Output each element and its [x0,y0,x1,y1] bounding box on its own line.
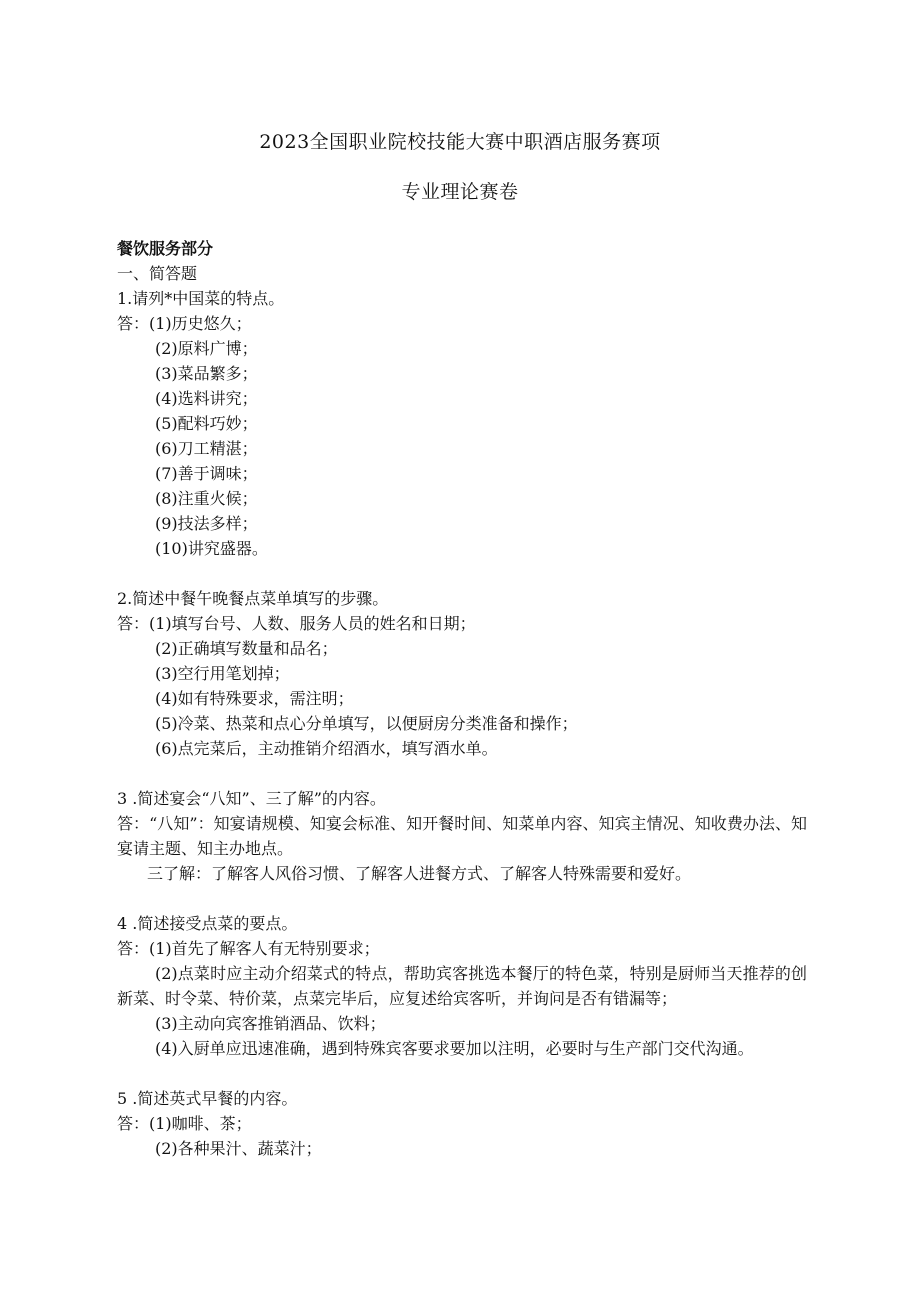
answer-4-item: (3)主动向宾客推销酒品、饮料； [155,1014,386,1033]
answer-3-paragraph: 答：“八知”：知宴请规模、知宴会标准、知开餐时间、知菜单内容、知宾主情况、知收费办法、知宴请主题、知主办地点。 [117,814,807,858]
document-subtitle: 专业理论赛卷 [401,181,519,203]
part-heading: 一、简答题 [117,264,198,283]
question-3: 3 .简述宴会“八知”、三了解”的内容。 [117,789,386,808]
answer-3-item: 三了解：了解客人风俗习惯、了解客人进餐方式、了解客人特殊需要和爱好。 [147,864,692,883]
spacer [117,561,807,586]
spacer [117,1061,807,1086]
answer-2-item: (3)空行用笔划掉； [155,664,290,683]
question-5: 5 .简述英式早餐的内容。 [117,1089,298,1108]
spacer [117,761,807,786]
question-4: 4 .简述接受点菜的要点。 [117,914,298,933]
answer-4-line-1: 答：(1)首先了解客人有无特别要求； [117,939,380,958]
answer-2-line-1: 答：(1)填写台号、人数、服务人员的姓名和日期； [117,614,476,633]
spacer [117,886,807,911]
answer-1-item: (10)讲究盛器。 [155,539,268,558]
answer-4-item: (2)点菜时应主动介绍菜式的特点，帮助宾客挑选本餐厅的特色菜，特别是厨师当天推荐的创新菜、时令菜、特价菜，点菜完毕后，应复述给宾客听，并询问是否有错漏等； [117,964,807,1008]
answer-2-item: (6)点完菜后，主动推销介绍酒水，填写酒水单。 [155,739,498,758]
answer-1-item: (4)选料讲究； [155,389,258,408]
answer-5-item: (2)各种果汁、蔬菜汁； [155,1139,322,1158]
answer-1-item: (5)配料巧妙； [155,414,258,433]
answer-1-item: (7)善于调味； [155,464,258,483]
question-1: 1.请列*中国菜的特点。 [117,289,285,308]
answer-1-item: (2)原料广博； [155,339,258,358]
document-body [117,236,807,1161]
answer-1-item: (6)刀工精湛； [155,439,258,458]
answer-1-item: (8)注重火候； [155,489,258,508]
answer-5-line-1: 答：(1)咖啡、茶； [117,1114,252,1133]
answer-1-item: (9)技法多样； [155,514,258,533]
answer-1-line-1: 答：(1)历史悠久； [117,314,252,333]
question-2: 2.简述中餐午晚餐点菜单填写的步骤。 [117,589,389,608]
section-heading: 餐饮服务部分 [117,239,214,258]
answer-2-item: (2)正确填写数量和品名； [155,639,338,658]
answer-4-item: (4)入厨单应迅速准确，遇到特殊宾客要求要加以注明，必要时与生产部门交代沟通。 [155,1039,754,1058]
answer-2-item: (4)如有特殊要求，需注明； [155,689,354,708]
answer-2-item: (5)冷菜、热菜和点心分单填写，以便厨房分类准备和操作； [155,714,578,733]
document-title: 2023全国职业院校技能大赛中职酒店服务赛项 [259,131,661,153]
answer-1-item: (3)菜品繁多； [155,364,258,383]
